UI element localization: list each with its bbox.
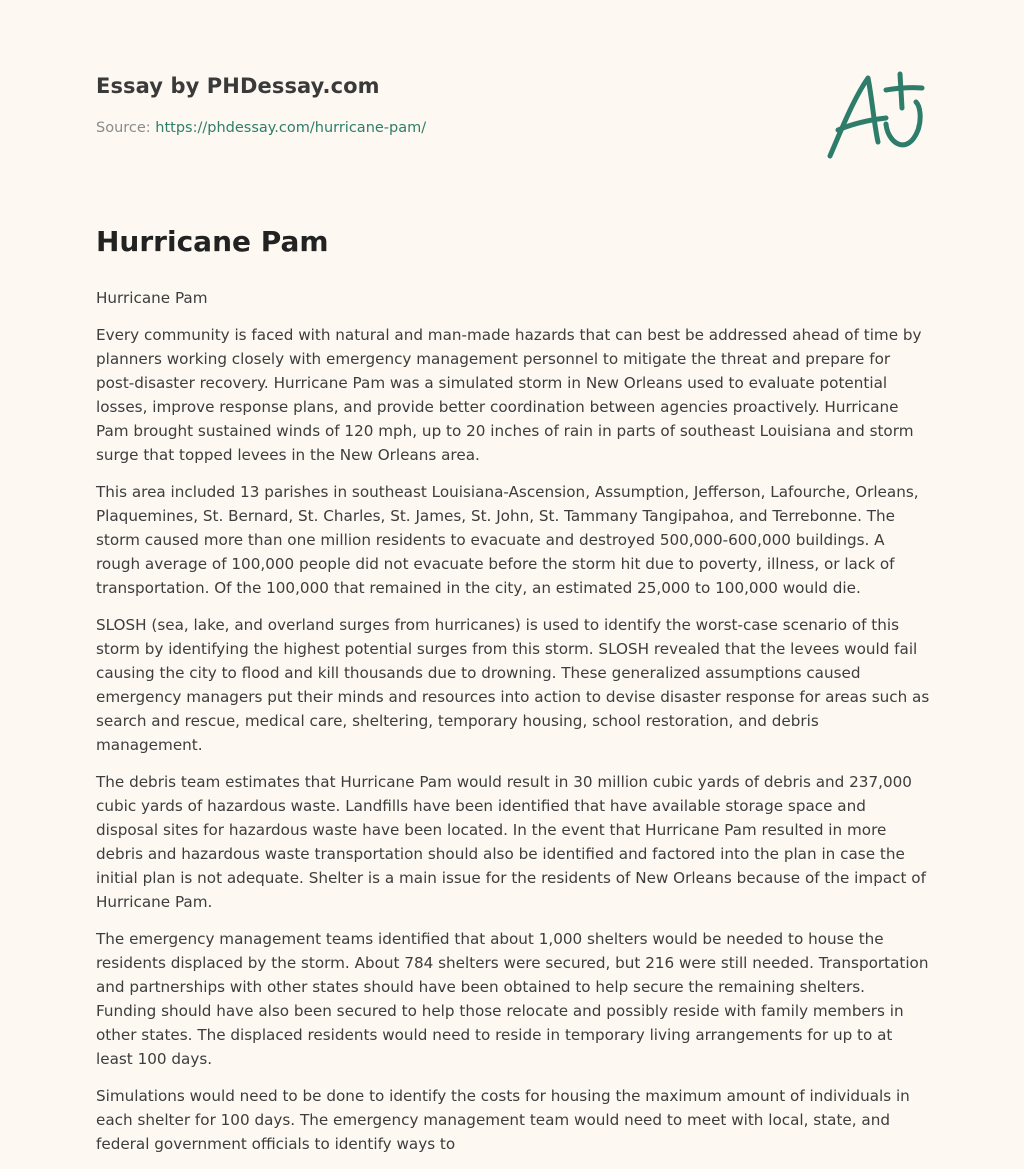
source-label: Source: — [96, 120, 151, 136]
essay-subtitle: Hurricane Pam — [96, 289, 208, 307]
source-line — [96, 120, 928, 136]
source-link[interactable]: https://phdessay.com/hurricane-pam/ — [155, 120, 427, 136]
page-header — [96, 74, 928, 136]
essay-paragraph: The debris team estimates that Hurricane Pam would result in 30 million cubic yards of debris and 237,000 cubic yards of hazardous waste. Landfills have been identified that have available storage space and disposal sites for hazardous waste have been located. In the event that Hurricane Pam resulted in more debris and hazardous waste transportation should also be identified and factored into the plan in case the initial plan is not adequate. Shelter is a main issue for the residents of New Orleans because of the impact of Hurricane Pam. — [96, 773, 926, 911]
essay-paragraph: Simulations would need to be done to identify the costs for housing the maximum amount of individuals in each shelter for 100 days. The emergency management team would need to meet with local, state, and federal government officials to identify ways to — [96, 1087, 910, 1153]
essay-paragraph: Every community is faced with natural and man-made hazards that can best be addressed ahead of time by planners working closely with emergency management personnel to mitigate the threat and prepare for post-disaster recovery. Hurricane Pam was a simulated storm in New Orleans used to evaluate potential losses, improve response plans, and provide better coordination between agencies proactively. Hurricane Pam brought sustained winds of 120 mph, up to 20 inches of rain in parts of southeast Louisiana and storm surge that topped levees in the New Orleans area. — [96, 326, 922, 464]
site-title: Essay by PHDessay.com — [96, 74, 380, 98]
essay-paragraph: SLOSH (sea, lake, and overland surges from hurricanes) is used to identify the worst-case scenario of this storm by identifying the highest potential surges from this storm. SLOSH revealed that the levees would fail causing the city to flood and kill thousands due to drowning. These generalized assumptions caused emergency managers put their minds and resources into action to devise disaster response for areas such as search and rescue, medical care, sheltering, temporary housing, school restoration, and debris management. — [96, 616, 930, 754]
essay-content — [96, 286, 930, 1169]
essay-paragraph: The emergency management teams identified that about 1,000 shelters would be needed to house the residents displaced by the storm. About 784 shelters were secured, but 216 were still needed. Transportation and partnerships with other states should have been obtained to help secure the remaining shelters. Funding should have also been secured to help those relocate and possibly reside with family members in other states. The displaced residents would need to reside in temporary living arrangements for up to at least 100 days. — [96, 930, 929, 1068]
essay-title: Hurricane Pam — [96, 225, 329, 258]
a-plus-logo-icon — [822, 68, 926, 164]
essay-paragraph: This area included 13 parishes in southeast Louisiana-Ascension, Assumption, Jefferson, Lafourche, Orleans, Plaquemines, St. Bernard, St. Charles, St. James, St. John, St. Tammany Tangipahoa, and Terrebonne. The storm caused more than one million residents to evacuate and destroyed 500,000-600,000 buildings. A rough average of 100,000 people did not evacuate before the storm hit due to poverty, illness, or lack of transportation. Of the 100,000 that remained in the city, an estimated 25,000 to 100,000 would die. — [96, 483, 919, 597]
